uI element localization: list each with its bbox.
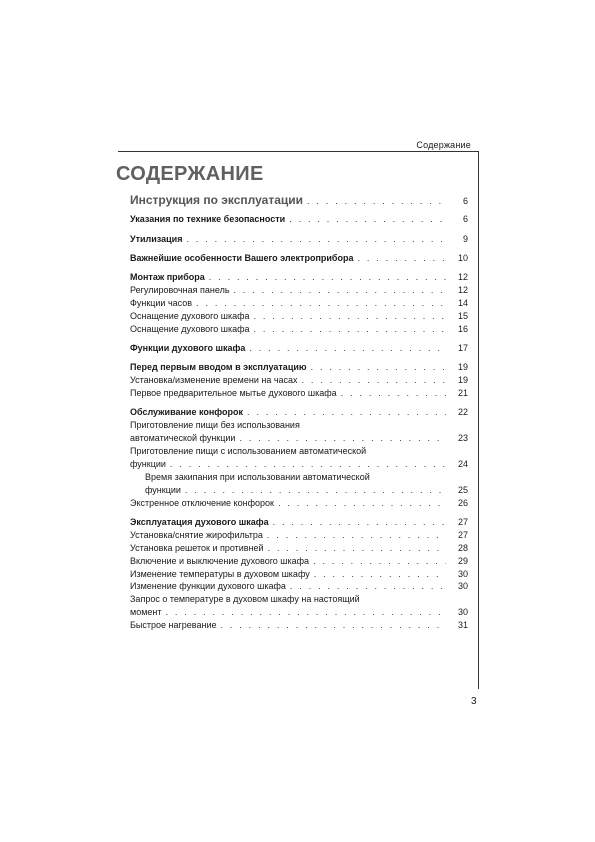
dot-leader — [220, 619, 446, 632]
dot-leader — [170, 458, 446, 471]
toc-entry-title: Функции часов — [130, 298, 193, 308]
dot-leader — [311, 361, 446, 374]
toc-entry[interactable] — [130, 542, 468, 555]
toc-entry-title: функции — [130, 459, 166, 469]
toc-entry-page: 17 — [457, 343, 468, 353]
dot-leader — [273, 516, 446, 529]
dot-leader — [186, 233, 446, 246]
toc-entry[interactable] — [130, 619, 468, 632]
toc-entry-page: 26 — [457, 498, 468, 508]
toc-entry-first-line: Время закипания при использовании автоматической — [145, 472, 370, 482]
toc-entry[interactable] — [130, 297, 468, 310]
dot-leader — [209, 271, 446, 284]
toc-entry-section[interactable] — [130, 342, 468, 355]
dot-leader — [185, 484, 446, 497]
toc-entry-page: 12 — [457, 285, 468, 295]
toc-entry-section[interactable] — [130, 406, 468, 419]
toc-entry-sub[interactable] — [145, 484, 468, 497]
toc-entry[interactable] — [130, 580, 468, 593]
toc-entry-title: Первое предварительное мытье духового шкафа — [130, 388, 337, 398]
toc-entry-section[interactable] — [130, 233, 468, 246]
page-number: 3 — [471, 696, 477, 707]
toc-entry-title: момент — [130, 607, 162, 617]
toc-entry-page: 14 — [457, 298, 468, 308]
dot-leader — [165, 606, 446, 619]
toc-entry-page: 6 — [462, 214, 468, 224]
toc-entry-page: 22 — [457, 407, 468, 417]
dot-leader — [249, 342, 446, 355]
toc-entry-first-line: Приготовление пищи с использованием автоматической — [130, 446, 367, 456]
dot-leader — [307, 195, 446, 208]
toc-entry-title: Оснащение духового шкафа — [130, 324, 250, 334]
toc-entry-page: 29 — [457, 556, 468, 566]
dot-leader — [239, 432, 446, 445]
toc-entry-page: 30 — [457, 607, 468, 617]
toc-entry-section[interactable] — [130, 213, 468, 226]
toc-entry-page: 24 — [457, 459, 468, 469]
dot-leader — [254, 310, 447, 323]
running-head: Содержание — [416, 140, 471, 150]
toc-entry-page: 23 — [457, 433, 468, 443]
toc-entry-page: 27 — [457, 517, 468, 527]
toc-entry-page: 15 — [457, 311, 468, 321]
dot-leader — [196, 297, 446, 310]
toc-entry-title: автоматической функции — [130, 433, 236, 443]
dot-leader — [268, 542, 446, 555]
toc-entry-page: 19 — [457, 362, 468, 372]
toc-entry-title: Установка/снятие жирофильтра — [130, 530, 263, 540]
toc-entry-title: функции — [145, 485, 181, 495]
toc-entry-section[interactable] — [130, 252, 468, 265]
toc-entry-page: 9 — [462, 234, 468, 244]
toc-entry[interactable] — [130, 606, 468, 619]
toc-entry-page: 31 — [457, 620, 468, 630]
toc-entry[interactable] — [130, 323, 468, 336]
toc-entry-first-line: Приготовление пищи без использования — [130, 420, 300, 430]
toc-entry-title: Указания по технике безопасности — [130, 214, 286, 224]
dot-leader — [357, 252, 446, 265]
toc-entry[interactable] — [130, 432, 468, 445]
page-title: СОДЕРЖАНИЕ — [116, 163, 264, 185]
toc-entry-page: 28 — [457, 543, 468, 553]
toc-entry[interactable] — [130, 387, 468, 400]
toc-entry-section[interactable] — [130, 361, 468, 374]
toc-entry[interactable] — [130, 458, 468, 471]
toc-entry-page: 16 — [457, 324, 468, 334]
toc-entry-title: Оснащение духового шкафа — [130, 311, 250, 321]
toc-entry[interactable] — [130, 284, 468, 297]
toc-entry-major[interactable] — [130, 194, 468, 208]
toc-entry-title: Включение и выключение духового шкафа — [130, 556, 310, 566]
dot-leader — [278, 497, 446, 510]
toc-entry-page: 25 — [457, 485, 468, 495]
toc-entry-page: 30 — [457, 569, 468, 579]
toc-entry-title: Экстренное отключение конфорок — [130, 498, 274, 508]
dot-leader — [289, 213, 446, 226]
toc-entry-title: Функции духового шкафа — [130, 343, 246, 353]
toc-entry-title: Утилизация — [130, 234, 183, 244]
toc-entry-title: Регулировочная панель — [130, 285, 230, 295]
dot-leader — [313, 555, 446, 568]
toc-entry-title: Важнейшие особенности Вашего электроприбора — [130, 253, 354, 263]
toc-entry-page: 30 — [457, 581, 468, 591]
toc-entry-title: Изменение функции духового шкафа — [130, 581, 286, 591]
dot-leader — [247, 406, 446, 419]
dot-leader — [341, 387, 446, 400]
toc-entry[interactable] — [130, 310, 468, 323]
dot-leader — [302, 374, 446, 387]
toc-entry-title: Установка/изменение времени на часах — [130, 375, 298, 385]
toc-entry[interactable] — [130, 374, 468, 387]
toc-entry[interactable] — [130, 555, 468, 568]
toc-entry[interactable] — [130, 529, 468, 542]
toc-entry-page: 6 — [462, 196, 468, 206]
dot-leader — [234, 284, 446, 297]
toc-entry-title: Монтаж прибора — [130, 272, 205, 282]
toc-entry-page: 19 — [457, 375, 468, 385]
dot-leader — [290, 580, 446, 593]
toc-entry[interactable] — [130, 497, 468, 510]
toc-entry-section[interactable] — [130, 271, 468, 284]
toc-entry-title: Перед первым вводом в эксплуатацию — [130, 362, 307, 372]
toc-entry-title: Обслуживание конфорок — [130, 407, 244, 417]
toc-entry-title: Инструкция по эксплуатации — [130, 193, 304, 207]
toc-entry-first-line: Запрос о температуре в духовом шкафу на настоящий — [130, 594, 360, 604]
toc-entry-title: Быстрое нагревание — [130, 620, 217, 630]
toc-entry-page: 10 — [457, 253, 468, 263]
toc-entry-page: 21 — [457, 388, 468, 398]
dot-leader — [254, 323, 447, 336]
toc-entry-title: Установка решеток и противней — [130, 543, 264, 553]
toc-entry-title: Эксплуатация духового шкафа — [130, 517, 269, 527]
toc-entry-page: 27 — [457, 530, 468, 540]
dot-leader — [267, 529, 446, 542]
toc-entry-page: 12 — [457, 272, 468, 282]
toc-entry-section[interactable] — [130, 516, 468, 529]
toc-entry-title: Изменение температуры в духовом шкафу — [130, 569, 310, 579]
